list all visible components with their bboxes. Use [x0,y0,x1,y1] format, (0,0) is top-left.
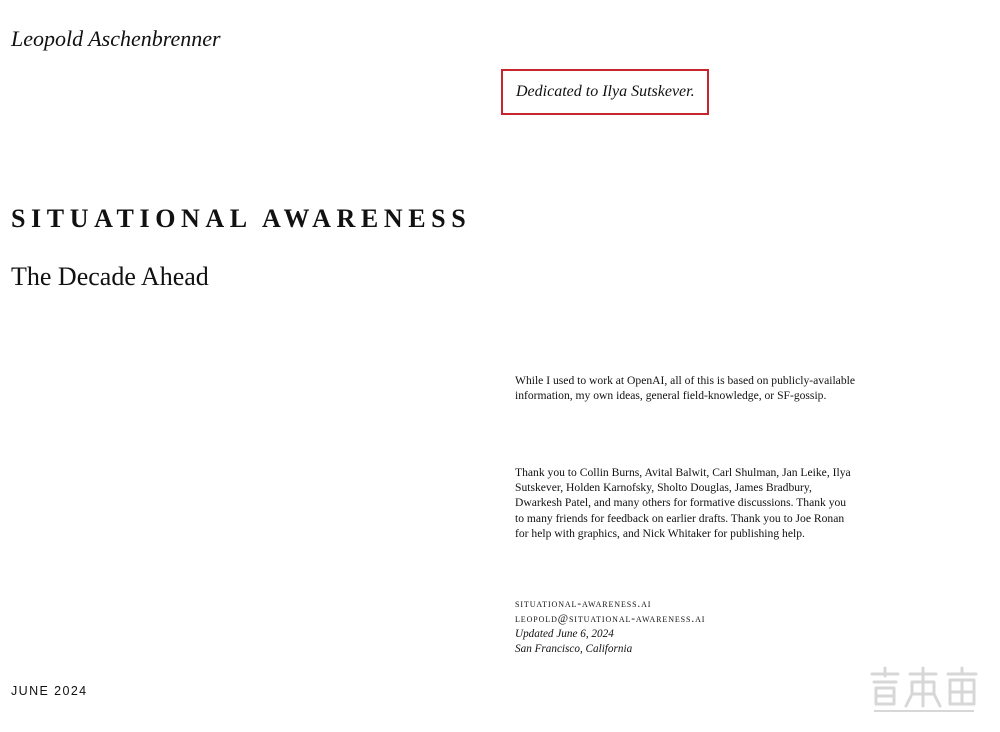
watermark-logo-icon [866,664,982,716]
publication-info [515,597,705,657]
location: San Francisco, California [515,643,633,655]
dedication-highlight-box [501,69,709,115]
website-link[interactable]: situational-awareness.ai [515,598,652,610]
updated-date: Updated June 6, 2024 [515,628,614,640]
dedication-text: Dedicated to Ilya Sutskever. [516,83,695,100]
publication-date: JUNE 2024 [11,684,88,698]
email-link[interactable]: leopold@situational-awareness.ai [515,613,706,625]
document-subtitle: The Decade Ahead [11,262,209,291]
disclaimer-paragraph: While I used to work at OpenAI, all of this is based on publicly-available information, my own ideas, general field-knowledge, or SF-gossip. [515,374,855,403]
acknowledgments-paragraph: Thank you to Collin Burns, Avital Balwit, Carl Shulman, Jan Leike, Ilya Sutskever, Holden Karnofsky, Sholto Douglas, James Bradbury, Dwarkesh Patel, and many others for formative discussions. Thank you to many friends for feedback on earlier drafts. Thank you to Joe Ronan for help with graphics, and Nick Whitaker for publishing help. [515,466,851,540]
document-title: SITUATIONAL AWARENESS [11,204,472,233]
author-name: Leopold Aschenbrenner [11,26,221,51]
